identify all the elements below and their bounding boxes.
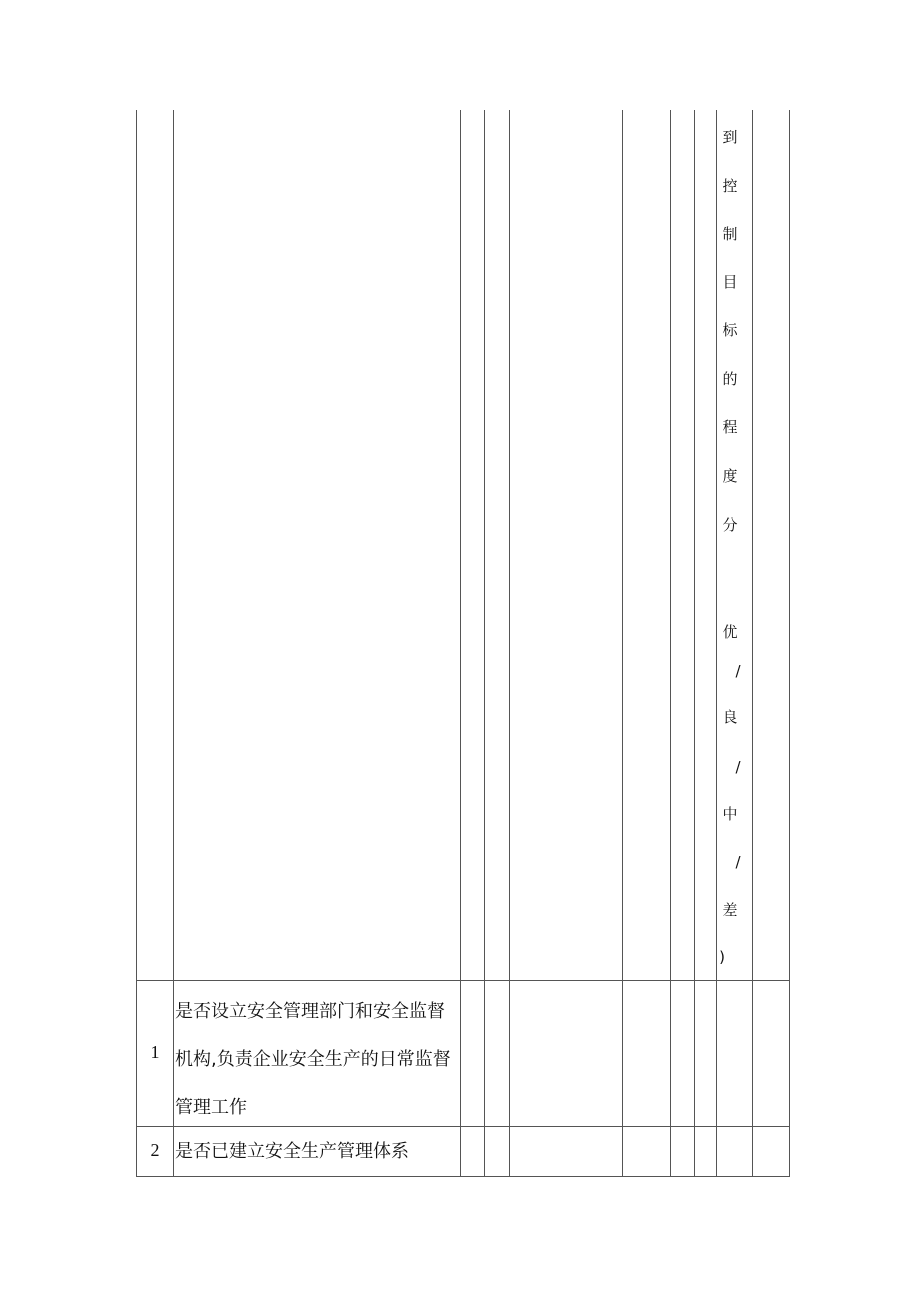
- header-char: 的: [722, 370, 738, 388]
- header-char: /: [735, 662, 741, 680]
- column-border: [752, 110, 753, 1176]
- row-border: [136, 1176, 790, 1177]
- column-border: [136, 110, 137, 1176]
- row-item-text: 是否已建立安全生产管理体系: [175, 1141, 409, 1162]
- header-char: /: [735, 853, 741, 871]
- column-border: [509, 110, 510, 1176]
- column-border: [460, 110, 461, 1176]
- header-char: 标: [722, 321, 738, 339]
- row-number: 2: [150, 1140, 160, 1160]
- header-char: 分: [722, 516, 738, 534]
- row-number: 1: [150, 1042, 160, 1062]
- header-char: 程: [722, 418, 738, 436]
- header-char: 控: [722, 177, 738, 195]
- header-char: 中: [722, 805, 738, 823]
- header-char: 差: [722, 901, 738, 919]
- header-char: 良: [722, 708, 738, 726]
- header-char: 目: [722, 273, 738, 291]
- column-border: [694, 110, 695, 1176]
- header-char: 到: [722, 128, 738, 146]
- column-border: [484, 110, 485, 1176]
- header-char: 度: [722, 467, 738, 485]
- column-border: [716, 110, 717, 1176]
- header-char: /: [735, 758, 741, 776]
- column-border: [789, 110, 790, 1176]
- header-char: 优: [722, 623, 738, 641]
- header-char: ): [719, 948, 725, 966]
- row-item-text: 是否设立安全管理部门和安全监督机构,负责企业安全生产的日常监督管理工作: [175, 1001, 451, 1118]
- column-border: [173, 110, 174, 1176]
- column-border: [670, 110, 671, 1176]
- column-border: [622, 110, 623, 1176]
- header-char: 制: [722, 225, 738, 243]
- row-border: [136, 980, 790, 981]
